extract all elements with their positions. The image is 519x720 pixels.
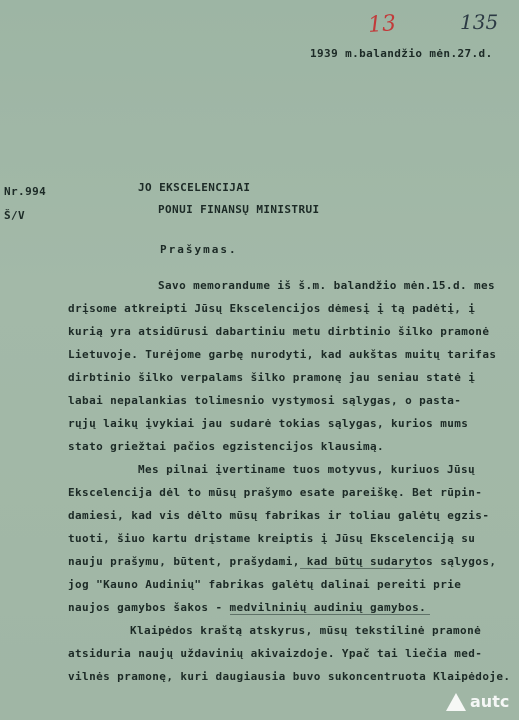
- addressee-line-2: PONUI FINANSŲ MINISTRUI: [158, 203, 320, 216]
- body-line: tuoti, šiuo kartu drįstame kreiptis į Jūsų Ekscelenciją su: [68, 532, 476, 545]
- body-line: jog "Kauno Audinių" fabrikas galėtų dalinai pereiti prie: [68, 578, 462, 591]
- body-line: nauju prašymu, būtent, prašydami, kad būtų sudarytos sąlygos,: [68, 555, 497, 568]
- watermark-text: autc: [470, 692, 510, 711]
- body-line: kurią yra atsidūrusi dabartiniu metu dirbtinio šilko pramonė: [68, 325, 490, 338]
- body-line: Savo memorandume iš š.m. balandžio mėn.15.d. mes: [158, 279, 496, 292]
- body-line: Ekscelencija dėl to mūsų prašymo esate pareiškę. Bet rūpin-: [68, 486, 483, 499]
- body-line: Mes pilnai įvertiname tuos motyvus, kuriuos Jūsų: [138, 463, 476, 476]
- body-line: damiesi, kad vis dėlto mūsų fabrikas ir toliau galėtų egzis-: [68, 509, 490, 522]
- pencil-underline: [300, 568, 420, 569]
- reference-code: Š/V: [4, 209, 26, 222]
- letter-date: 1939 m.balandžio mėn.27.d.: [310, 47, 493, 60]
- body-line: atsiduria naujų uždavinių akivaizdoje. Ypač tai liečia med-: [68, 647, 483, 660]
- watermark-logo: [446, 692, 509, 711]
- body-line: drįsome atkreipti Jūsų Ekscelencijos dėmesį į tą padėtį, į: [68, 302, 476, 315]
- addressee-line-1: JO EKSCELENCIJAI: [138, 181, 251, 194]
- body-line: Lietuvoje. Turėjome garbę nurodyti, kad aukštas muitų tarifas: [68, 348, 497, 361]
- body-line: vilnės pramonę, kuri daugiausia buvo sukoncentruota Klaipėdoje.: [68, 670, 511, 683]
- body-line: naujos gamybos šakos - medvilninių audinių gamybos.: [68, 601, 427, 614]
- pencil-underline: [230, 614, 430, 615]
- document-title: Prašymas.: [160, 243, 238, 256]
- body-line: Klaipėdos kraštą atskyrus, mūsų tekstilinė pramonė: [130, 624, 482, 637]
- handwritten-red-number: 13: [367, 11, 397, 38]
- body-line: rųjų laikų įvykiai jau sudarė tokias sąlygas, kurios mums: [68, 417, 469, 430]
- reference-number: Nr.994: [4, 185, 47, 198]
- watermark-triangle-icon: [446, 693, 466, 711]
- body-line: stato griežtai pačios egzistencijos klausimą.: [68, 440, 385, 453]
- handwritten-page-number: 135: [460, 10, 499, 34]
- body-line: dirbtinio šilko verpalams šilko pramonę jau seniau statė į: [68, 371, 476, 384]
- body-line: labai nepalankias tolimesnio vystymosi sąlygas, o pasta-: [68, 394, 462, 407]
